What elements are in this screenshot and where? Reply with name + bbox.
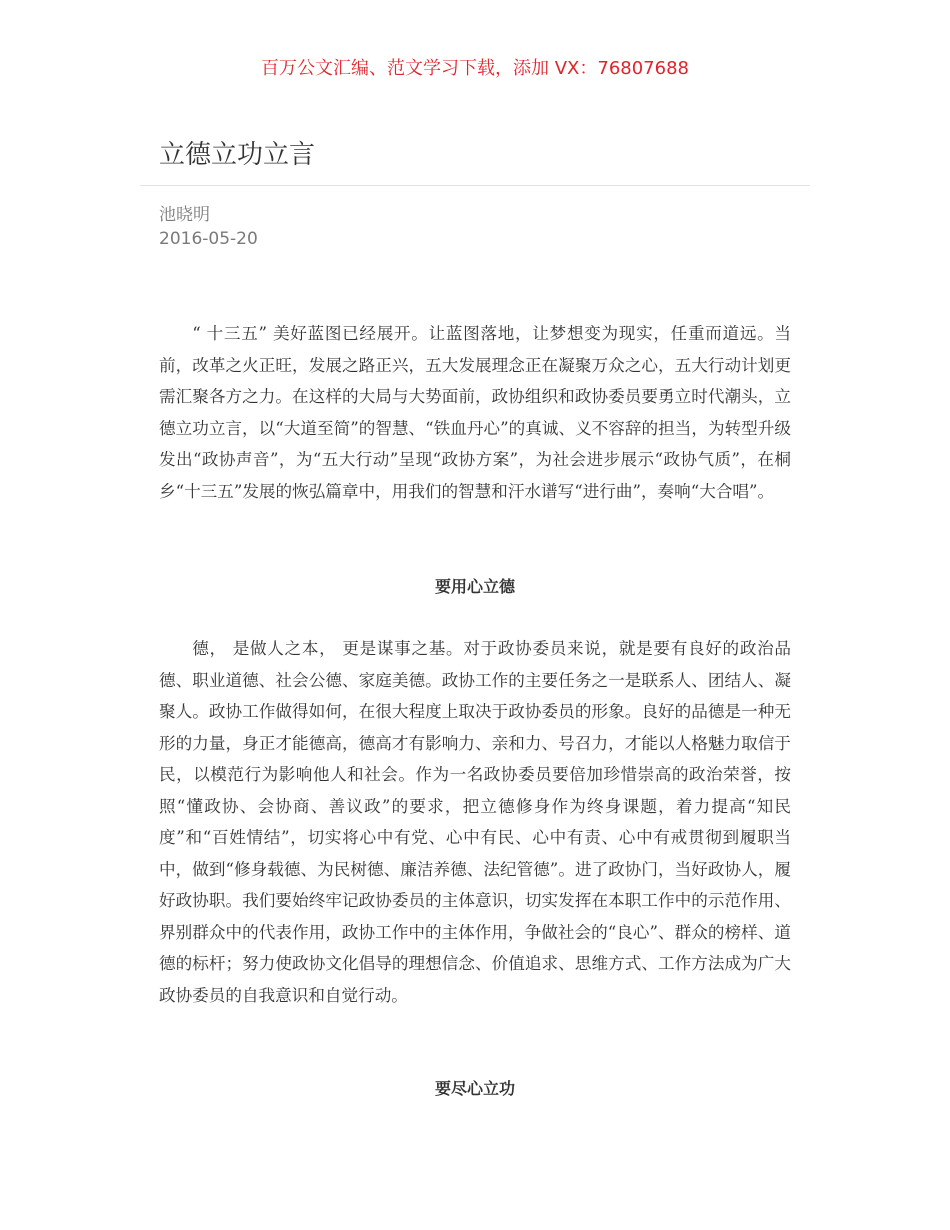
section-heading-cultivate-virtue: 要用心立德 xyxy=(434,577,515,596)
section-paragraph-cultivate-virtue: 德， 是做人之本， 更是谋事之基。对于政协委员来说，就是要有良好的政治品德、职业道德、社会公德、家庭美德。政协工作的主要任务之一是联系人、团结人、凝聚人。政协工作做得如何，在很大程度上取决于政协委员的形象。良好的品德是一种无形的力量，身正才能德高，德高才有影响力、亲和力、号召力，才能以人格魅力取信于民，以模范行为影响他人和社会。作为一名政协委员要倍加珍惜崇高的政治荣誉，按照“懂政协、会协商、善议政”的要求，把立德修身作为终身课题，着力提高“知民度”和“百姓情结”，切实将心中有党、心中有民、心中有责、心中有戒贯彻到履职当中，做到“修身载德、为民树德、廉洁养德、法纪管德”。进了政协门，当好政协人，履好政协职。我们要始终牢记政协委员的主体意识，切实发挥在本职工作中的示范作用、界别群众中的代表作用，政协工作中的主体作用，争做社会的“良心”、群众的榜样、道德的标杆；努力使政协文化倡导的理想信念、价值追求、思维方式、工作方法成为广大政协委员的自我意识和自觉行动。 xyxy=(159,639,791,1005)
intro-paragraph: “ 十三五” 美好蓝图已经展开。让蓝图落地，让梦想变为现实，任重而道远。当前，改革之火正旺，发展之路正兴，五大发展理念正在凝聚万众之心，五大行动计划更需汇聚各方之力。在这样的大局与大势面前，政协组织和政协委员要勇立时代潮头，立德立功立言，以“大道至简”的智慧、“铁血丹心”的真诚、义不容辞的担当，为转型升级发出“政协声音”，为“五大行动”呈现“政协方案”，为社会进步展示“政协气质”，在桐乡“十三五”发展的恢弘篇章中，用我们的智慧和汗水谱写“进行曲”，奏响“大合唱”。 xyxy=(159,324,791,501)
article-date: 2016-05-20 xyxy=(159,229,258,249)
promo-banner: 百万公文汇编、范文学习下载，添加 VX：76807688 xyxy=(261,58,689,79)
article-author: 池晓明 xyxy=(159,205,210,225)
title-divider xyxy=(140,185,810,186)
section-heading-achieve-merit: 要尽心立功 xyxy=(434,1079,515,1098)
article-title: 立德立功立言 xyxy=(159,140,316,170)
